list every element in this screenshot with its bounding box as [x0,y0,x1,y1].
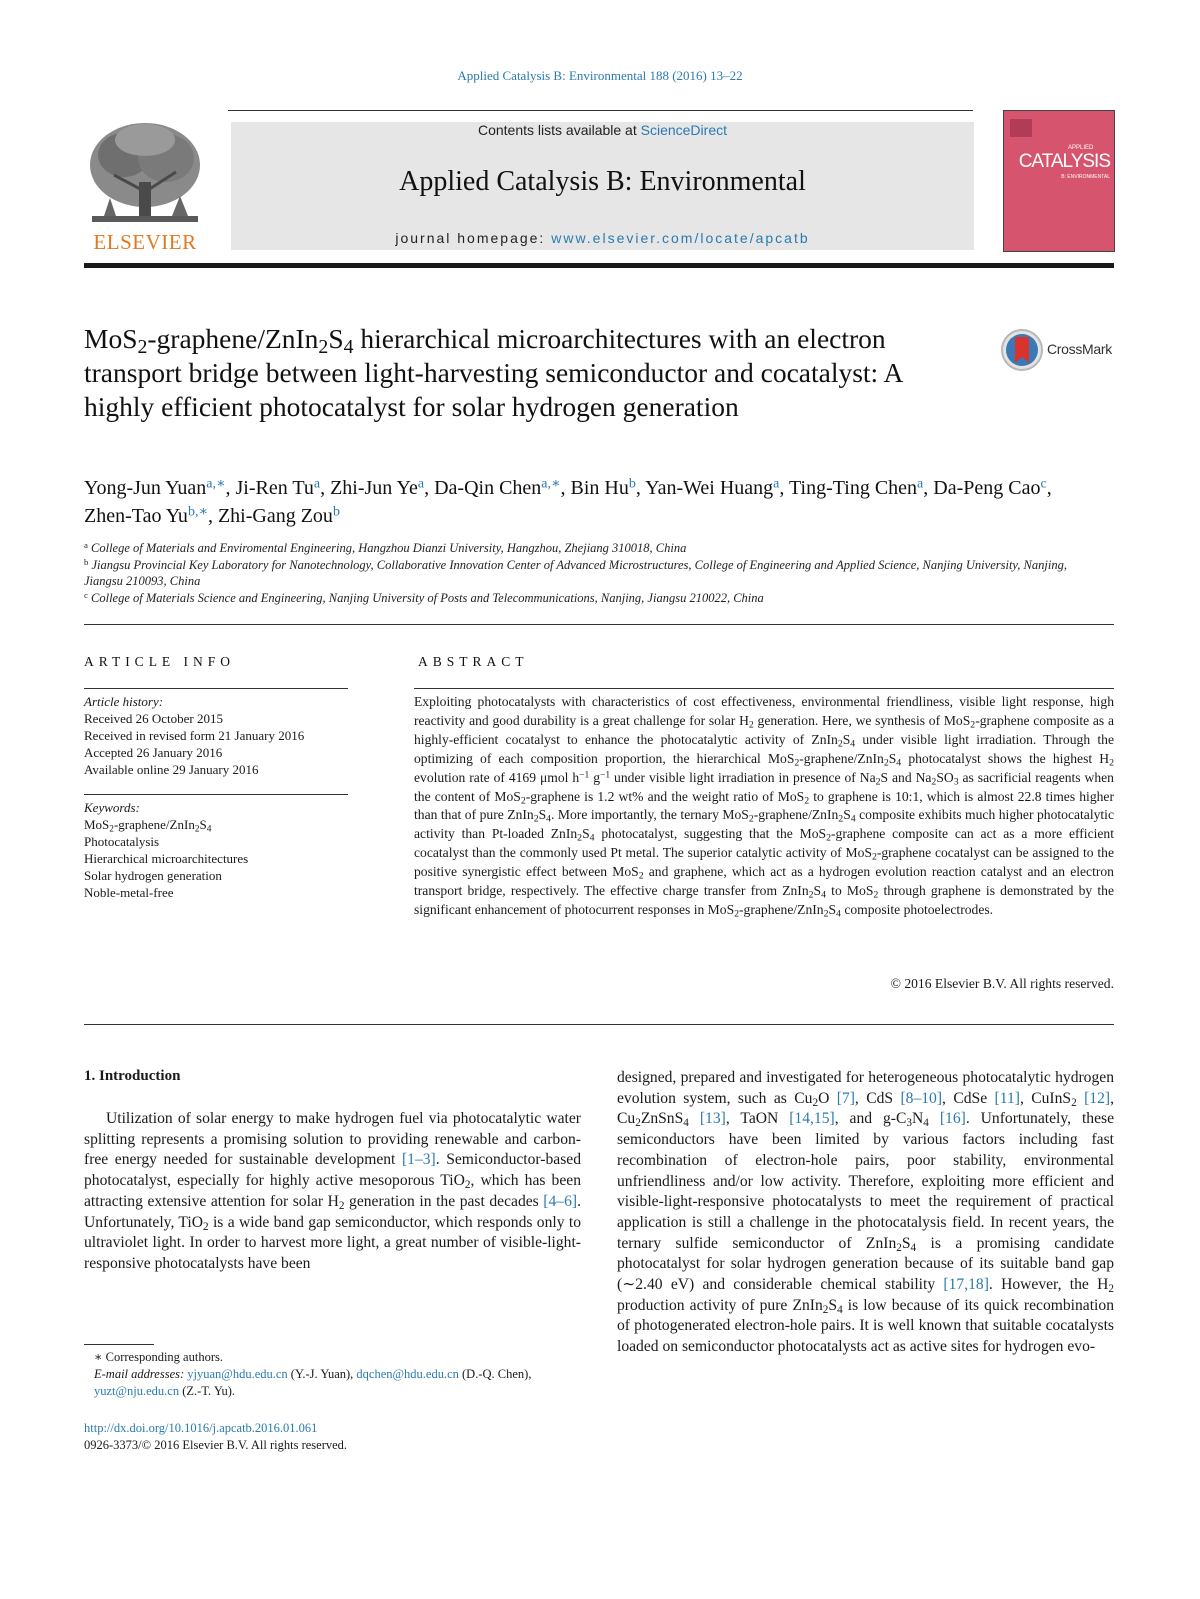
contents-availability-line [231,122,974,138]
abstract-rule [414,688,1114,689]
author-name[interactable]: Ting-Ting Chen$^a$ [789,476,924,499]
crossmark-icon [1000,328,1044,372]
article-history [84,693,354,778]
author-affiliation-mark: a,∗ [206,476,226,492]
keywords-label: Keywords: [84,800,140,815]
sciencedirect-link[interactable]: ScienceDirect [640,122,727,138]
author-affiliation-mark: b,∗ [187,504,208,520]
keyword-item: Noble-metal-free [84,885,174,900]
email-link[interactable]: dqchen@hdu.edu.cn [356,1367,459,1381]
author-name[interactable]: Bin Hu$^b$ [570,476,636,499]
author-list: Yong-Jun Yuan$^{a,∗}$, Ji-Ren Tu$^a$, Zhi-Jun Ye$^a$, Da-Qin Chen$^{a,∗}$, Bin Hu$^b$, Yan-Wei Huang$^a$, Ting-Ting Chen$^a$, Da-Peng Cao$^c$, Zhen-Tao $Yu^{b,∗}$, Zhi-Gang Zou$^b$ [84,476,1052,527]
author-name[interactable]: Zhi-Gang Zou$^b$ [217,504,340,527]
history-list [84,710,354,778]
author-affiliation-mark: a [773,476,780,492]
author-name[interactable]: Da-Peng Cao$^c$ [933,476,1047,499]
corresponding-note: ∗ Corresponding authors. [94,1350,223,1364]
author-affiliation-mark: a,∗ [541,476,561,492]
issn-copyright: 0926-3373/© 2016 Elsevier B.V. All rights reserved. [84,1438,348,1452]
journal-homepage-link[interactable]: www.elsevier.com/locate/apcatb [551,230,810,246]
author-name[interactable]: Ji-Ren Tu$^a$ [235,476,321,499]
author-affiliation-mark: a [917,476,924,492]
email-link[interactable]: yjyuan@hdu.edu.cn [187,1367,288,1381]
author-name[interactable]: Zhen-Tao $Yu^{b,∗}$ [84,504,208,527]
abstract-heading: ABSTRACT [418,654,529,669]
article-info-rule [84,688,348,689]
article-info-heading: ARTICLE INFO [84,654,236,669]
cover-subtitle: B: ENVIRONMENTAL [1061,174,1110,180]
journal-title: Applied Catalysis B: Environmental [399,166,806,197]
intro-column-left: Utilization of solar energy to make hydrogen fuel via photocatalytic water splitting represents a promising solution to providing renewable and carbon-free energy needed for sustainable development [1–3]. Semiconductor-based photocatalyst, especially for highly active mesoporous TiO$_2$, which has been attracting extensive attention for solar $H_2$ generation in the past decades [4–6]. Unfortunately, TiO$_2$ is a wide band gap semiconductor, which responds only to ultraviolet light. In order to harvest more light, a great number of visible-light-responsive photocatalysts have been [84,1110,581,1272]
contents-prefix: Contents lists available at [477,122,641,138]
journal-masthead [231,122,974,250]
keyword-item: Solar hydrogen generation [84,868,222,883]
doi-link[interactable]: http://dx.doi.org/10.1016/j.apcatb.2016.01.061 [84,1421,318,1435]
author-affiliation-mark: a [417,476,425,492]
author-affiliation-mark: c [1040,476,1047,492]
crossmark-label: CrossMark [1047,341,1112,357]
keywords-block [84,799,354,901]
keyword-item: $MoS_2-graphene/ZnIn_2S_4$ [84,817,212,835]
homepage-prefix: journal homepage: [395,230,552,246]
footnote-rule [84,1344,154,1345]
history-item: Received 26 October 2015 [84,711,223,726]
elsevier-wordmark: ELSEVIER [93,230,197,254]
abstract-copyright: © 2016 Elsevier B.V. All rights reserved. [890,976,1114,991]
author-name[interactable]: Yong-Jun Yuan$^{a,∗}$ [84,476,226,499]
abstract-text: Exploiting photocatalysts with characteristics of cost effectiveness, environmental friendliness, visible light response, high reactivity and good durability is a great challenge for solar $H_2$ generation. Here, we synthesis of MoS$_2$-graphene composite as a highly-efficient cocatalyst to enhance the photocatalytic activity of $ZnIn_2S_4$ under visible light irradiation. Through the optimizing of each composition proportion, the hierarchical $MoS_2-graphene/ZnIn_2S_4$ photocatalyst shows the highest $H_2$ evolution rate of 4169 μmol $h^{-1}$ $g^{-1}$ under visible light irradiation in presence of $Na_2S$ and $Na_2SO_3$ as sacrificial reagents when the content of MoS$_2$-graphene is 1.2 wt% and the weight ratio of MoS$_2$ to graphene is 10:1, which is almost 22.8 times higher than that of pure $ZnIn_2S_4$. More importantly, the ternary $MoS_2-graphene/ZnIn_2S_4$ composite exhibits much higher photocatalytic activity than Pt-loaded $ZnIn_2S_4$ photocatalyst, suggesting that the MoS$_2$-graphene composite can act as a more efficient cocatalyst than the commonly used Pt metal. The superior catalytic activity of MoS$_2$-graphene cocatalyst can be assigned to the positive synergistic effect between MoS$_2$ and graphene, which act as a hydrogen evolution reaction catalyst and an electron transport bridge, respectively. The effective charge transfer from $ZnIn_2S_4$ to MoS$_2$ through graphene is demonstrated by the significant enhancement of photocurrent responses in $MoS_2-graphene/ZnIn_2S_4$ composite photoelectrodes. [414,694,1115,920]
author-affiliation-mark: b [628,476,636,492]
header-thick-rule [84,263,1114,268]
history-item: Received in revised form 21 January 2016 [84,728,305,743]
journal-citation-link[interactable]: Applied Catalysis B: Environmental 188 (2016) 13–22 [457,68,743,83]
author-name[interactable]: Yan-Wei Huang$^a$ [645,476,780,499]
keyword-item: Hierarchical microarchitectures [84,851,249,866]
journal-cover-thumbnail[interactable] [1003,110,1115,252]
keywords-rule [84,794,348,795]
author-name[interactable]: Zhi-Jun Ye$^a$ [330,476,425,499]
affiliation-item: $^b$ Jiangsu Provincial Key Laboratory for Nanotechnology, Collaborative Innovation Center of Advanced Microstructures, College of Engineering and Applied Science, Nanjing University, Nanjing, Jiangsu 210093, China [84,556,1067,588]
author-affiliation-mark: a [313,476,321,492]
author-affiliation-mark: b [332,504,340,520]
cover-top-text: APPLIED [1068,145,1094,151]
section-heading-introduction: 1. Introduction [84,1068,181,1084]
footnotes [84,1349,584,1400]
crossmark-badge[interactable] [1000,328,1120,374]
keyword-item: Photocatalysis [84,834,160,849]
journal-homepage-line [231,230,974,246]
doi-block [84,1420,584,1454]
history-label: Article history: [84,694,164,709]
email-link[interactable]: yuzt@nju.edu.cn [94,1384,180,1398]
history-item: Available online 29 January 2016 [84,762,259,777]
history-item: Accepted 26 January 2016 [84,745,223,760]
affiliation-item: $^c$ College of Materials Science and Engineering, Nanjing University of Posts and Telecommunications, Nanjing, Jiangsu 210022, China [84,589,764,605]
cover-title: CATALYSIS [1018,151,1110,172]
elsevier-logo [84,120,206,252]
author-name[interactable]: Da-Qin Chen$^{a,∗}$ [434,476,561,499]
affiliation-item: $^a$ College of Materials and Enviromental Engineering, Hangzhou Dianzi University, Hangzhou, Zhejiang 310018, China [84,540,687,555]
header-top-rule [228,110,973,111]
keyword-list [84,816,354,901]
affiliation-rule [84,624,1114,625]
cover-emblem [1010,119,1032,137]
article-title: $MoS_2-graphene/ZnIn_2S_4$ hierarchical microarchitectures with an electron transport bridge between light-harvesting semiconductor and cocatalyst: A highly efficient photocatalyst for solar hydrogen generation [84,323,902,422]
abstract-bottom-rule [84,1024,1114,1025]
email-addresses: E-mail addresses: yjyuan@hdu.edu.cn (Y.-J. Yuan), dqchen@hdu.edu.cn (D.-Q. Chen), yuzt@nju.edu.cn (Z.-T. Yu). [94,1367,532,1398]
affiliations [84,540,1104,606]
intro-column-right: designed, prepared and investigated for heterogeneous photocatalytic hydrogen evolution system, such as $Cu_2O$ [7], CdS [8–10], CdSe [11], CuInS$_2$ [12], $Cu_2ZnSnS_4$ [13], TaON [14,15], and $g-C_3N_4$ [16]. Unfortunately, these semiconductors have been limited by various factors including fast recombination of electron-hole pairs, poor stability, environmental unfriendliness and/or low activity. Therefore, exploiting more efficient and visible-light-responsive photocatalysts to meet the requirement of practical application is still a challenge in the photocatalysis field. In recent years, the ternary sulfide semiconductor of $ZnIn_2S_4$ is a promising candidate photocatalyst for solar hydrogen generation because of its suitable band gap (∼2.40 eV) and considerable chemical stability [17,18]. However, the $H_2$ production activity of pure $ZnIn_2S_4$ is low because of its quick recombination of photogenerated electron-hole pairs. It is well known that suitable cocatalysts loaded on semiconductor photocatalysts act as active sites for hydrogen evo- [617,1069,1115,1356]
